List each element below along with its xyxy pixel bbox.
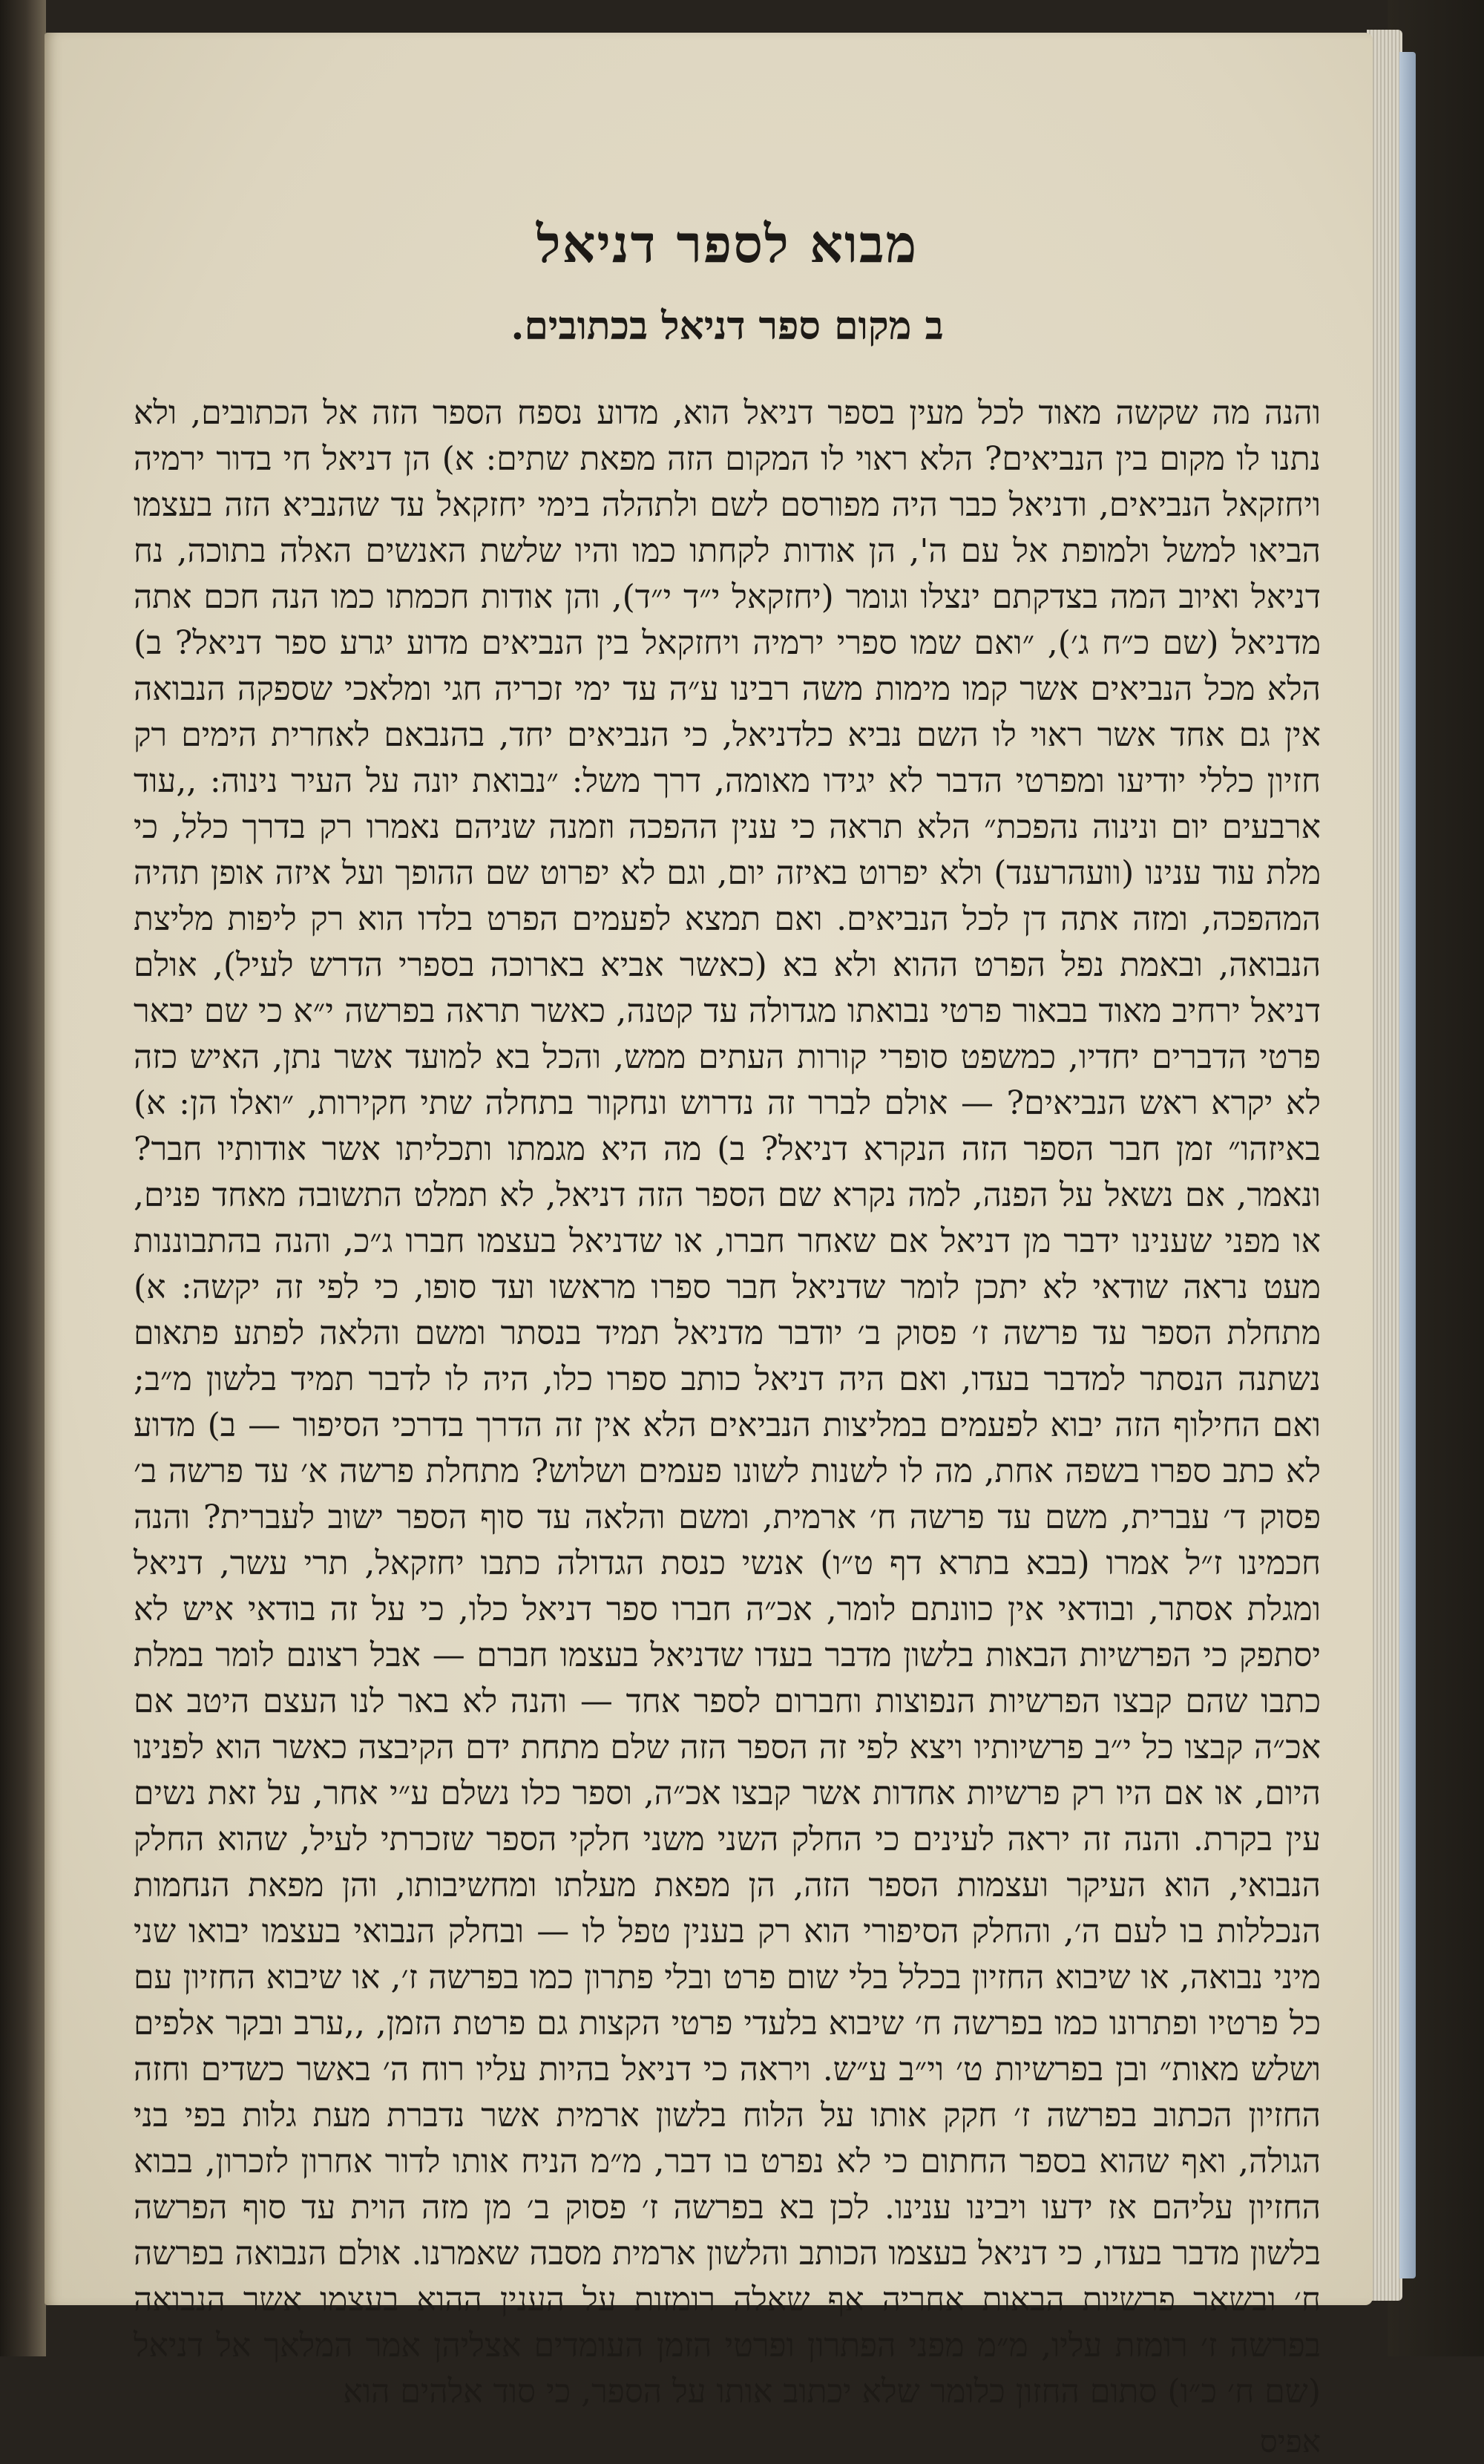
book-page: [45, 33, 1373, 2460]
bookmark-edge: [1399, 52, 1416, 2278]
previous-page-edge: [0, 0, 46, 2356]
page-content: [134, 213, 1322, 2464]
catchword: אפיס: [1259, 2423, 1321, 2460]
section-heading: ב מקום ספר דניאל בכתובים.: [510, 304, 944, 349]
page-title: מבוא לספר דניאל: [536, 213, 919, 275]
body-paragraph: והנה מה שקשה מאוד לכל מעין בספר דניאל הוא, מדוע נספח הספר הזה אל הכתובים, ולא נתנו לו מקום בין הנביאים? הלא ראוי לו המקום הזה מפאת שתים: א) הן דניאל חי בדור ירמיה ויחזקאל הנביאים, ודניאל כבר היה מפורסם לשם ולתהלה בימי יחזקאל עד שהנביא הזה בעצמו הביאו למשל ולמופת אל עם ה', הן אודות לקחתו כמו והיו שלשת האנשים האלה בתוכה, נח דניאל ואיוב המה בצדקתם ינצלו וגומר (יחזקאל י״ד י״ד), והן אודות חכמתו כמו הנה חכם אתה מדניאל (שם כ״ח ג׳), ״ואם שמו ספרי ירמיה ויחזקאל בין הנביאים מדוע יגרע ספר דניאל? ב) הלא מכל הנביאים אשר קמו מימות משה רבינו ע״ה עד ימי זכריה חגי ומלאכי שספקה הנבואה אין גם אחד אשר ראוי לו השם נביא כלדניאל, כי הנביאים יחד, בהנבאם לאחרית הימים רק חזיון כללי יודיעו ומפרטי הדבר לא יגידו מאומה, דרך משל: ״נבואת יונה על העיר נינוה: ,,עוד ארבעים יום ונינוה נהפכת״ הלא תראה כי ענין ההפכה וזמנה שניהם נאמרו רק בדרך כלל, כי מלת עוד ענינו (וועהרענד) ולא יפרוט באיזה יום, וגם לא יפרוט שם ההופך ועל איזה אופן תהיה המהפכה, ומזה אתה דן לכל הנביאים. ואם תמצא לפעמים הפרט בלדו הוא רק ליפות מליצת הנבואה, ובאמת נפל הפרט ההוא ולא בא (כאשר אביא בארוכה בספרי הדרש לעיל), אולם דניאל ירחיב מאוד בבאור פרטי נבואתו מגדולה עד קטנה, כאשר תראה בפרשה י״א כי שם יבאר פרטי הדברים יחדיו, כמשפט סופרי קורות העתים ממש, והכל בא למועד אשר נתן, האיש כזה לא יקרא ראש הנביאים? — אולם לברר זה נדרוש ונחקור בתחלה שתי חקירות, ״ואלו הן: א) באיזהו״ זמן חבר הספר הזה הנקרא דניאל? ב) מה היא מגמתו ותכליתו אשר אודותיו חבר? ונאמר, אם נשאל על הפנה, למה נקרא שם הספר הזה דניאל, לא תמלט התשובה מאחד פנים, או מפני שענינו ידבר מן דניאל אם שאחר חברו, או שדניאל בעצמו חברו ג״כ, והנה בהתבוננות מעט נראה שודאי לא יתכן לומר שדניאל חבר ספרו מראשו ועד סופו, כי לפי זה יקשה: א) מתחלת הספר עד פרשה ז׳ פסוק ב׳ יודבר מדניאל תמיד בנסתר ומשם והלאה לפתע פתאום נשתנה הנסתר למדבר בעדו, ואם היה דניאל כותב ספרו כלו, היה לו לדבר תמיד בלשון מ״ב; ואם החילוף הזה יבוא לפעמים במליצות הנביאים הלא אין זה הדרך בדרכי הסיפור — ב) מדוע לא כתב ספרו בשפה אחת, מה לו לשנות לשונו פעמים ושלוש? מתחלת פרשה א׳ עד פרשה ב׳ פסוק ד׳ עברית, משם עד פרשה ח׳ ארמית, ומשם והלאה עד סוף הספר ישוב לעברית? והנה חכמינו ז״ל אמרו (בבא בתרא דף ט״ו) אנשי כנסת הגדולה כתבו יחזקאל, תרי עשר, דניאל ומגלת אסתר, ובודאי אין כוונתם לומר, אכ״ה חברו ספר דניאל כלו, כי על זה בודאי איש לא יסתפק כי הפרשיות הבאות בלשון מדבר בעדו שדניאל בעצמו חברם — אבל רצונם לומר במלת כתבו שהם קבצו הפרשיות הנפוצות וחברום לספר אחד — והנה לא באר לנו העצם היטב אם אכ״ה קבצו כל י״ב פרשיותיו ויצא לפי זה הספר הזה שלם מתחת ידם הקיבצה כאשר הוא לפנינו היום, או אם היו רק פרשיות אחדות אשר קבצו אכ״ה, וספר כלו נשלם ע״י אחר, על זאת נשים עין בקרת. והנה זה יראה לעינים כי החלק השני משני חלקי הספר שזכרתי לעיל, שהוא החלק הנבואי, הוא העיקר ועצמות הספר הזה, הן מפאת מעלתו ומחשיבותו, והן מפאת הנחמות הנכללות בו לעם ה׳, והחלק הסיפורי הוא רק בענין טפל לו — ובחלק הנבואי בעצמו יבואו שני מיני נבואה, או שיבוא החזיון בכלל בלי שום פרט ובלי פתרון כמו בפרשה ז׳, או שיבוא החזיון עם כל פרטיו ופתרונו כמו בפרשה ח׳ שיבוא בלעדי פרטי הקצות גם פרטת הזמן, ,,ערב ובקר אלפים ושלש מאות״ ובן בפרשיות ט׳ וי״ב ע״ש. ויראה כי דניאל בהיות עליו רוח ה׳ באשר כשדים וחזה החזיון הכתוב בפרשה ז׳ חקק אותו על הלוח בלשון ארמית אשר נדברת מעת גלות בפי בני הגולה, ואף שהוא בספר החתום כי לא נפרט בו דבר, מ״מ הניח אותו לדור אחרון לזכרון, בבוא החזיון עליהם אז ידעו ויבינו ענינו. לכן בא בפרשה ז׳ פסוק ב׳ מן מזה הוית עד סוף הפרשה בלשון מדבר בעדו, כי דניאל בעצמו הכותב והלשון ארמית מסבה שאמרנו. אולם הנבואה בפרשה ח׳ ובשאר פרשיות הבאות אחריה אף שאלה רומזות על הענין ההוא בעצמו אשר הנבואה בפרשה ז׳ רומזת עליו, מ״מ מפני הפתרון ופרטי הזמן העומדים אצליהן אמר המלאך אל דניאל (שם ח׳ כ״ו) סתום החזון כלומר שלא יכתוב אותו על הספר, כי סוד אלהים הוא: [134, 394, 1322, 2411]
